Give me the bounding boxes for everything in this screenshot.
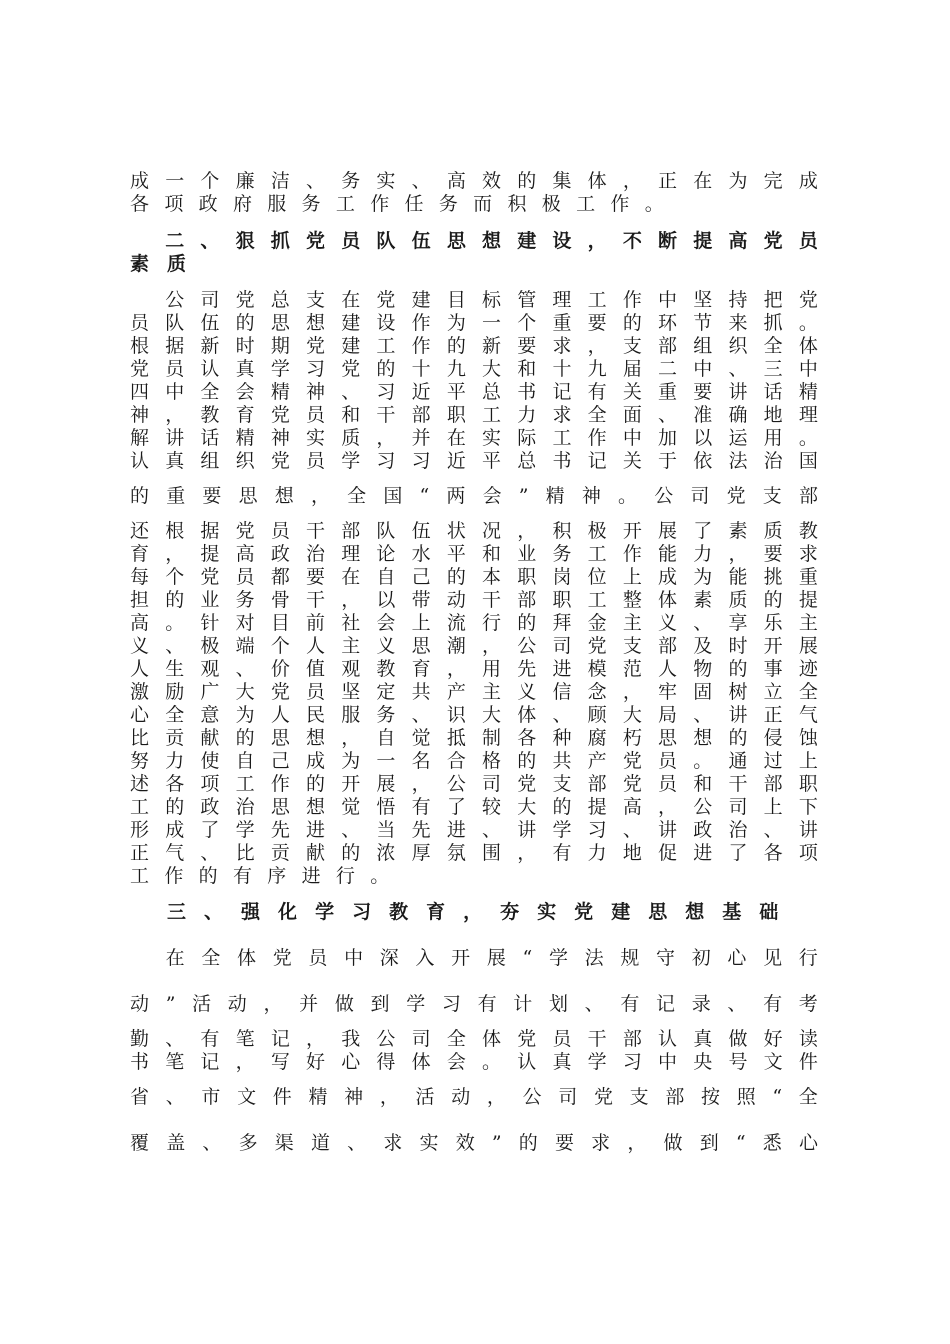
- section-heading: 二 、 狠 抓 党 员 队 伍 思 想 建 设 ， 不 断 提 高 党 员: [165, 230, 818, 252]
- text-line: 工 的 政 治 思 想 觉 悟 有 了 较 大 的 提 高 ， 公 司 上 下: [130, 796, 818, 818]
- text-line: 心 全 意 为 人 民 服 务 、 识 大 体 、 顾 大 局 、 讲 正 气: [130, 704, 818, 726]
- text-line: 形 成 了 学 先 进 、 当 先 进 、 讲 学 习 、 讲 政 治 、 讲: [130, 819, 818, 841]
- text-line: 述 各 项 工 作 的 开 展 ， 公 司 党 支 部 党 员 和 干 部 职: [130, 773, 818, 795]
- text-line: 义 、 极 端 个 人 主 义 思 潮 ， 公 司 党 支 部 及 时 开 展: [130, 635, 818, 657]
- text-line: 努 力 使 自 己 成 为 一 名 合 格 的 共 产 党 员 。 通 过 上: [130, 750, 818, 772]
- text-line: 担 的 业 务 骨 干 ， 以 带 动 干 部 职 工 整 体 素 质 的 提: [130, 589, 818, 611]
- text-line: 的 重 要 思 想 ， 全 国 “ 两 会 ” 精 神 。 公 司 党 支 部: [130, 485, 818, 507]
- text-line: 根 据 新 时 期 党 建 工 作 的 新 要 求 ， 支 部 组 织 全 体: [130, 335, 818, 357]
- section-heading: 三 、 强 化 学 习 教 育 ， 夯 实 党 建 思 想 基 础: [167, 901, 779, 923]
- text-line: 认 真 组 织 党 员 学 习 习 近 平 总 书 记 关 于 依 法 治 国: [130, 450, 818, 472]
- text-line: 勤 、 有 笔 记 ， 我 公 司 全 体 党 员 干 部 认 真 做 好 读: [130, 1028, 818, 1050]
- text-line: 在 全 体 党 员 中 深 入 开 展 “ 学 法 规 守 初 心 见 行: [165, 947, 818, 969]
- text-line: 神 ， 教 育 党 员 和 干 部 职 工 力 求 全 面 、 准 确 地 理: [130, 404, 818, 426]
- text-line: 正 气 、 比 贡 献 的 浓 厚 氛 围 ， 有 力 地 促 进 了 各 项: [130, 842, 818, 864]
- text-line: 各 项 政 府 服 务 工 作 任 务 而 积 极 工 作 。: [130, 193, 664, 215]
- text-line: 每 个 党 员 都 要 在 自 己 的 本 职 岗 位 上 成 为 能 挑 重: [130, 566, 818, 588]
- text-line: 公 司 党 总 支 在 党 建 目 标 管 理 工 作 中 坚 持 把 党: [165, 289, 818, 311]
- text-line: 还 根 据 党 员 干 部 队 伍 状 况 ， 积 极 开 展 了 素 质 教: [130, 520, 818, 542]
- text-line: 书 笔 记 ， 写 好 心 得 体 会 。 认 真 学 习 中 央 号 文 件: [130, 1051, 818, 1073]
- text-line: 四 中 全 会 精 神 、 习 近 平 总 书 记 有 关 重 要 讲 话 精: [130, 381, 818, 403]
- text-line: 工 作 的 有 序 进 行 。: [130, 865, 390, 887]
- text-line: 人 生 观 、 价 值 观 教 育 ， 用 先 进 模 范 人 物 的 事 迹: [130, 658, 818, 680]
- text-line: 省 、 市 文 件 精 神 ， 活 动 ， 公 司 党 支 部 按 照 “ 全: [130, 1086, 818, 1108]
- text-line: 激 励 广 大 党 员 坚 定 共 产 主 义 信 念 ， 牢 固 树 立 全: [130, 681, 818, 703]
- section-heading: 素 质: [130, 253, 187, 275]
- text-line: 动 ” 活 动 ， 并 做 到 学 习 有 计 划 、 有 记 录 、 有 考: [130, 993, 818, 1015]
- text-line: 解 讲 话 精 神 实 质 ， 并 在 实 际 工 作 中 加 以 运 用 。: [130, 427, 818, 449]
- text-line: 育 ， 提 高 政 治 理 论 水 平 和 业 务 工 作 能 力 ， 要 求: [130, 543, 818, 565]
- text-line: 覆 盖 、 多 渠 道 、 求 实 效 ” 的 要 求 ， 做 到 “ 悉 心: [130, 1132, 818, 1154]
- text-line: 党 员 认 真 学 习 党 的 十 九 大 和 十 九 届 二 中 、 三 中: [130, 358, 818, 380]
- text-line: 员 队 伍 的 思 想 建 设 作 为 一 个 重 要 的 环 节 来 抓 。: [130, 312, 818, 334]
- text-line: 成 一 个 廉 洁 、 务 实 、 高 效 的 集 体 ， 正 在 为 完 成: [130, 170, 818, 192]
- text-line: 高 。 针 对 目 前 社 会 上 流 行 的 拜 金 主 义 、 享 乐 主: [130, 612, 818, 634]
- text-line: 比 贡 献 的 思 想 ， 自 觉 抵 制 各 种 腐 朽 思 想 的 侵 蚀: [130, 727, 818, 749]
